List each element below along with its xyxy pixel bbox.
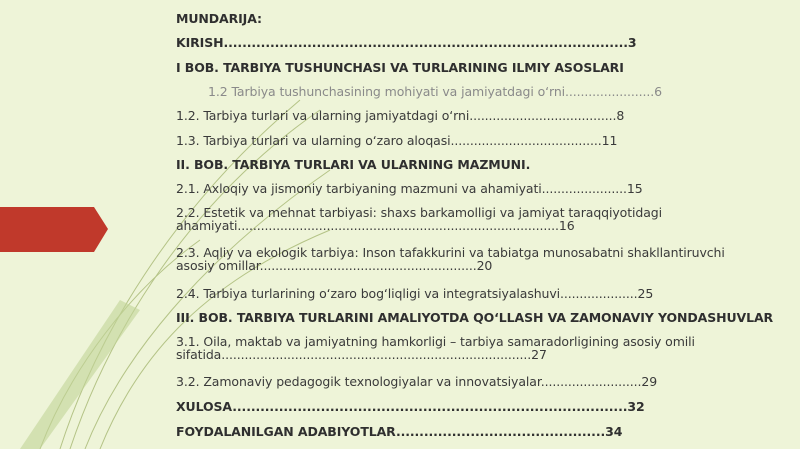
toc-item-1-2-b: 1.2. Tarbiya turlari va ularning jamiyatdagi o‘rni......................................8 xyxy=(176,108,625,123)
toc-item-2-1: 2.1. Axloqiy va jismoniy tarbiyaning mazmuni va ahamiyati......................15 xyxy=(176,181,643,196)
toc-heading: MUNDARIJA: xyxy=(176,11,262,26)
red-arrow-shape xyxy=(0,207,108,252)
toc-chapter-2: II. BOB. TARBIYA TURLARI VA ULARNING MAZMUNI. xyxy=(176,157,531,172)
toc-item-3-2: 3.2. Zamonaviy pedagogik texnologiyalar va innovatsiyalar..........................29 xyxy=(176,374,658,389)
decor-leaf xyxy=(20,300,140,449)
toc-item-xulosa: XULOSA.....................................................................................32 xyxy=(176,399,645,414)
toc-item-2-3: 2.3. Aqliy va ekologik tarbiya: Inson tafakkurini va tabiatga munosabatni shakllantiruvchi asosiy omillar........................................................20 xyxy=(176,245,725,273)
toc-item-1-3: 1.3. Tarbiya turlari va ularning o‘zaro aloqasi.......................................11 xyxy=(176,133,618,148)
toc-item-adabiyotlar: FOYDALANILGAN ADABIYOTLAR.............................................34 xyxy=(176,424,623,439)
toc-item-1-2-a: 1.2 Tarbiya tushunchasining mohiyati va jamiyatdagi o‘rni.......................6 xyxy=(208,84,662,99)
toc-item-2-4: 2.4. Tarbiya turlarining o‘zaro bog‘liqligi va integratsiyalashuvi....................25 xyxy=(176,286,654,301)
toc-item-3-1: 3.1. Oila, maktab va jamiyatning hamkorligi – tarbiya samaradorligining asosiy omili sifatida................................................................................27 xyxy=(176,334,695,362)
toc-chapter-1: I BOB. TARBIYA TUSHUNCHASI VA TURLARINING ILMIY ASOSLARI xyxy=(176,60,624,75)
toc-chapter-3: III. BOB. TARBIYA TURLARINI AMALIYOTDA QO‘LLASH VA ZAMONAVIY YONDASHUVLAR xyxy=(176,310,774,325)
toc-item-2-2: 2.2. Estetik va mehnat tarbiyasi: shaxs barkamolligi va jamiyat taraqqiyotidagi ahamiyati...................................................................................16 xyxy=(176,205,663,233)
toc-item-kirish: KIRISH.......................................................................................3 xyxy=(176,35,637,50)
decor-line-1 xyxy=(60,100,300,449)
